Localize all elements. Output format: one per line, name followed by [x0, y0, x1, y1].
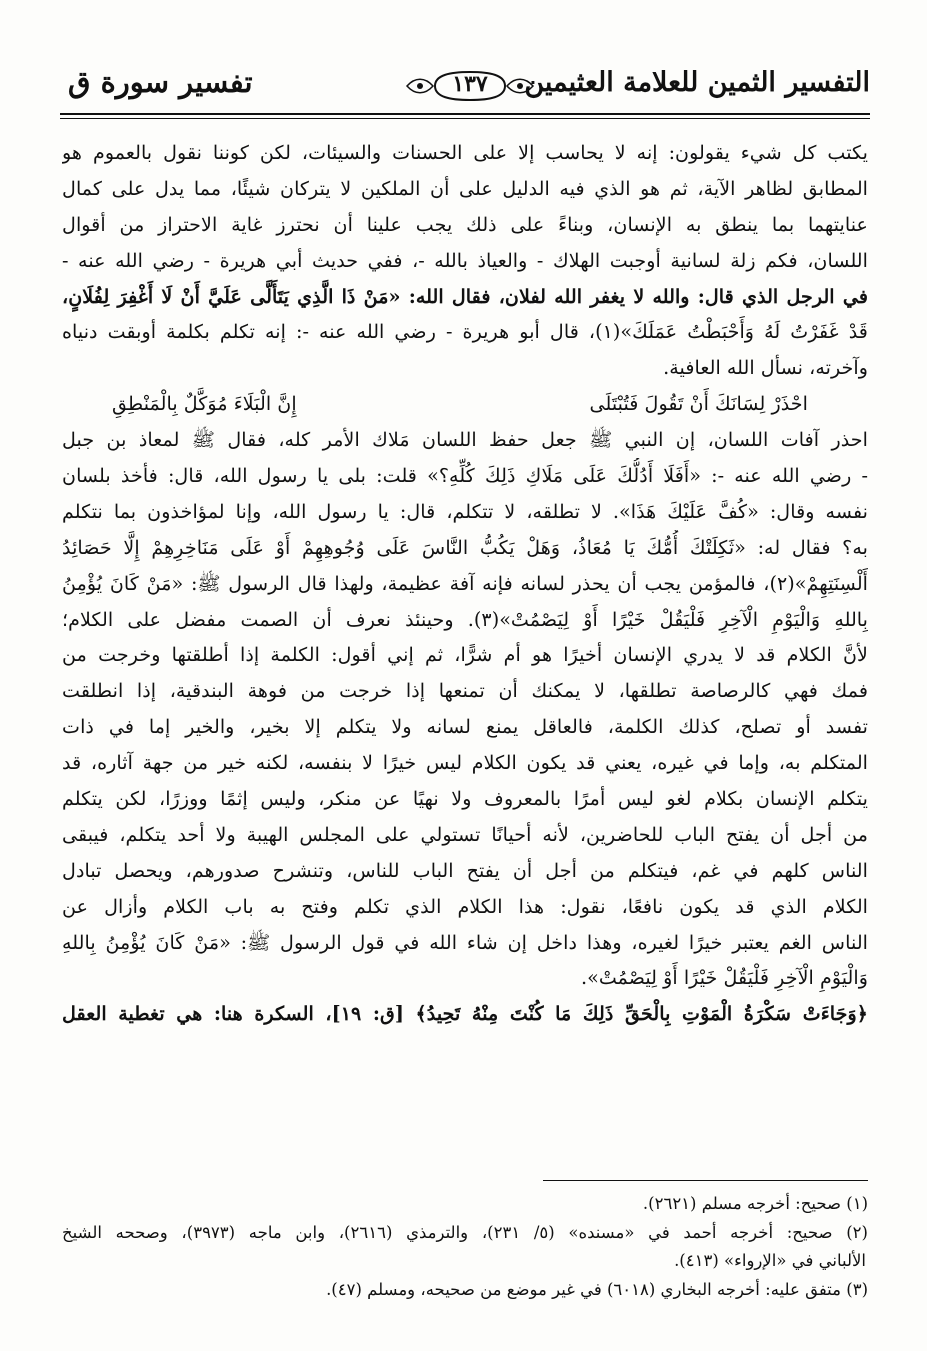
text-line: لأنَّ الكلام قد لا يدري الإنسان أخيرًا هو أم شرًّا، ثم إني أقول: الكلمة إذا أطلقتها وخرجت من	[62, 643, 868, 667]
poem-line	[62, 386, 868, 422]
text-line: احذر آفات اللسان، إن النبي ﷺ جعل حفظ اللسان مَلاك الأمر كله، فقال ﷺ لمعاذ بن جبل	[62, 428, 868, 452]
text-line: نفسه وقال: «كُفَّ عَلَيْكَ هَذَا». لا تطلقه، لا تتكلم، قال: يا رسول الله، وإنا لمؤاخذون بما نتكلم	[62, 499, 868, 523]
text-line: به؟ فقال له: «ثَكِلَتْكَ أُمُّكَ يَا مُعَاذُ، وَهَلْ يَكُبُّ النَّاسَ عَلَى وُجُوهِهِمْ أَوْ عَلَى مَنَاخِرِهِمْ إِلَّا حَصَائِدُ	[62, 535, 868, 559]
text-line: عنايتهما بما ينطق به الإنسان، وبناءً على ذلك يجب علينا أن نحترز غاية الاحتراز من أقوال	[62, 212, 868, 236]
text-line: - رضي الله عنه -: «أَفَلَا أَدُلُّكَ عَلَى مَلَاكِ ذَلِكَ كُلِّهِ؟» قلت: بلى يا رسول الله، قال: فأخذ بلسان	[62, 464, 868, 488]
page-number: ١٣٧	[452, 71, 488, 97]
text-line: اللسان، فكم زلة لسانية أوجبت الهلاك - والعياذ بالله -، ففي حديث أبي هريرة - رضي الله عنه -	[62, 248, 868, 272]
quran-verse-line: ﴿وَجَاءَتْ سَكْرَةُ الْمَوْتِ بِالْحَقِّ ذَلِكَ مَا كُنْتَ مِنْهُ تَحِيدُ﴾ [ق: ١٩]، السكرة هنا: هي تغطية العقل	[62, 1002, 868, 1026]
surah-title: تفسير سورة ق	[68, 65, 253, 99]
text-line: يتكلم الإنسان بكلام لغو ليس أمرًا بالمعروف ولا نهيًا عن منكر، وليس إثمًا ووزرًا، لكن يتكلم	[62, 787, 868, 811]
footnote-2-cont: الألباني في «الإرواء» (٤١٣).	[674, 1251, 866, 1270]
header-rule	[60, 113, 870, 115]
text-line: في الرجل الذي قال: والله لا يغفر الله لفلان، فقال الله: «مَنْ ذَا الَّذِي يَتَأَلَّى عَلَيَّ أَنْ لَا أَغْفِرَ لِفُلَانٍ،	[62, 284, 868, 308]
text-line: الناس كلهم في غم، فيتكلم من أجل أن يفتح الباب للناس، وتنشرح صدورهم، ويحصل تبادل	[62, 858, 868, 882]
text-line: المطابق لظاهر الآية، ثم هو الذي فيه الدليل على أن الملكين لا يتركان شيئًا، مما يدل على كمال	[62, 176, 868, 200]
footnotes	[62, 1190, 868, 1304]
text-line: قَدْ غَفَرْتُ لَهُ وَأَحْبَطْتُ عَمَلَكَ»(١)، قال أبو هريرة - رضي الله عنه -: إنه تكلم بكلمة أوبقت دنياه	[62, 320, 868, 344]
page-header	[60, 55, 870, 125]
footnote-separator	[543, 1180, 868, 1181]
text-line: فمك فهي كالرصاصة تطلقها، لا يمكنك أن تمنعها إذا خرجت من فوهة البندقية، إذا انطلقت	[62, 679, 868, 703]
poem-right-hemistich: احْذَرْ لِسَانَكَ أَنْ تَقُولَ فَتُبْتَلَى	[589, 392, 808, 416]
text-line: بِاللهِ وَالْيَوْمِ الْآخِرِ فَلْيَقُلْ خَيْرًا أَوْ لِيَصْمُتْ»(٣). وحينئذ نعرف أن الصمت مفضل على الكلام؛	[62, 607, 868, 631]
text-line: وآخرته، نسأل الله العافية.	[663, 356, 868, 380]
footnote-3: (٣) متفق عليه: أخرجه البخاري (٦٠١٨) في غير موضع من صحيحه، ومسلم (٤٧).	[326, 1279, 868, 1299]
text-line: الكلام الذي قد يكون نافعًا، نقول: هذا الكلام الذي تكلم وفتح به باب الكلام وأزال عن	[62, 894, 868, 918]
text-line: وَالْيَوْمِ الْآخِرِ فَلْيَقُلْ خَيْرًا أَوْ لِيَصْمُتْ».	[580, 966, 868, 990]
footnote-1: (١) صحيح: أخرجه مسلم (٢٦٢١).	[642, 1194, 868, 1213]
text-line: تفسد أو تصلح، كذلك الكلمة، فالعاقل يمنع لسانه ولا يتكلم إلا بخير، والخير إما في ذات	[62, 715, 868, 739]
text-line: أَلْسِنَتِهِمْ»(٢)، فالمؤمن يجب أن يحذر لسانه فإنه آفة عظيمة، ولهذا قال الرسول ﷺ: «مَنْ كَانَ يُؤْمِنُ	[62, 571, 868, 595]
text-line: يكتب كل شيء يقولون: إنه لا يحاسب إلا على الحسنات والسيئات، لكن كوننا نقول بالعموم هو	[62, 141, 868, 164]
header-rule-thin	[60, 118, 870, 119]
poem-left-hemistich: إِنَّ الْبَلَاءَ مُوَكَّلٌ بِالْمَنْطِقِ	[112, 392, 297, 416]
book-title: التفسير الثمين للعلامة العثيمين	[524, 67, 870, 98]
text-line: المتكلم به، وإما في غيره، يعني قد يكون الكلام ليس خيرًا لا بنفسه، لكنه خير من جهة آثاره، قد	[62, 751, 868, 775]
text-line: من أجل أن يفتح الباب للحاضرين، لأنه أحيانًا تستولي على المجلس الهيبة ولا أحد يتكلم، فيبقى	[62, 822, 868, 846]
body-text	[62, 135, 868, 1032]
text-line: الناس الغم يعتبر خيرًا لغيره، وهذا داخل إن شاء الله في قول الرسول ﷺ: «مَنْ كَانَ يُؤْمِنُ بِاللهِ	[62, 930, 868, 954]
footnote-2: (٢) صحيح: أخرجه أحمد في «مسنده» (٥/ ٢٣١)، والترمذي (٢٦١٦)، وابن ماجه (٣٩٧٣)، وصححه الشيخ	[62, 1222, 868, 1242]
page-number-ornament	[405, 69, 535, 103]
